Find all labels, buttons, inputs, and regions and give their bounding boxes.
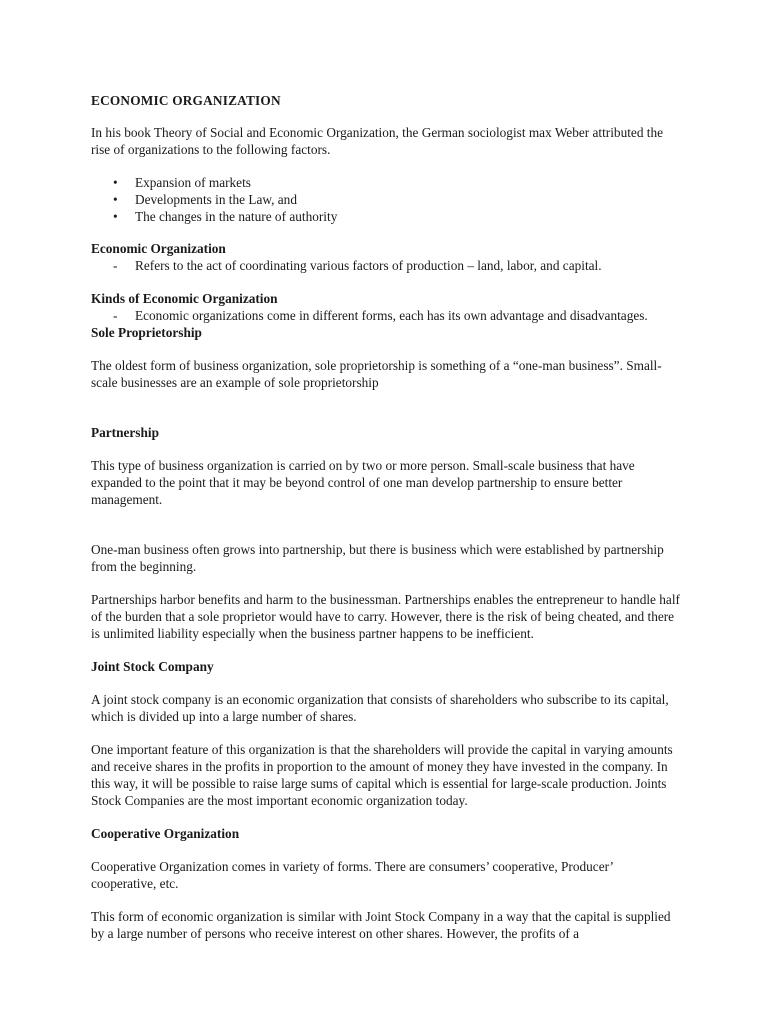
list-item	[91, 174, 681, 191]
definition-text: Refers to the act of coordinating various factors of production – land, labor, and capital.	[135, 258, 602, 273]
dash-icon: -	[113, 258, 118, 273]
partnership-paragraph-1: This type of business organization is carried on by two or more person. Small-scale business that have expanded to the point that it may be beyond control of one man develop partnership to ensure better management.	[91, 458, 635, 507]
economic-organization-heading: Economic Organization	[91, 241, 226, 256]
economic-organization-definition	[91, 257, 681, 274]
partnership-paragraph-2: One-man business often grows into partnership, but there is business which were established by partnership from the beginning.	[91, 542, 664, 574]
joint-stock-paragraph-1: A joint stock company is an economic organization that consists of shareholders who subscribe to its capital, which is divided up into a large number of shares.	[91, 692, 669, 724]
joint-stock-heading: Joint Stock Company	[91, 659, 214, 674]
intro-paragraph: In his book Theory of Social and Economic Organization, the German sociologist max Weber attributed the rise of organizations to the following factors.	[91, 125, 664, 157]
list-item-text: Developments in the Law, and	[135, 192, 297, 207]
joint-stock-paragraph-2: One important feature of this organization is that the shareholders will provide the capital in varying amounts and receive shares in the profits in proportion to the amount of money they have invested in the company. In this way, it will be possible to raise large sums of capital which is essential for large-scale production. Joints Stock Companies are the most important economic organization today.	[91, 742, 673, 808]
kinds-description	[91, 307, 681, 324]
partnership-paragraph-3: Partnerships harbor benefits and harm to the businessman. Partnerships enables the entrepreneur to handle half of the burden that a sole proprietor would have to carry. However, there is the risk of being cheated, and there is unlimited liability especially when the business partner happens to be inefficient.	[91, 592, 680, 641]
cooperative-heading: Cooperative Organization	[91, 826, 240, 841]
kinds-text: Economic organizations come in different forms, each has its own advantage and disadvantages.	[135, 308, 648, 323]
cooperative-paragraph-2: This form of economic organization is similar with Joint Stock Company in a way that the capital is supplied by a large number of persons who receive interest on other shares. However, the profits of a	[91, 909, 671, 941]
document-title: ECONOMIC ORGANIZATION	[91, 93, 281, 108]
sole-proprietorship-paragraph: The oldest form of business organization, sole proprietorship is something of a “one-man business”. Small-scale businesses are an example of sole proprietorship	[91, 358, 662, 390]
list-item-text: The changes in the nature of authority	[135, 209, 338, 224]
kinds-heading: Kinds of Economic Organization	[91, 291, 278, 306]
list-item	[91, 208, 681, 225]
list-item-text: Expansion of markets	[135, 175, 251, 190]
factors-list	[91, 174, 681, 225]
bullet-icon: •	[113, 192, 118, 207]
bullet-icon: •	[113, 175, 118, 190]
list-item	[91, 191, 681, 208]
cooperative-paragraph-1: Cooperative Organization comes in variety of forms. There are consumers’ cooperative, Producer’ cooperative, etc.	[91, 859, 613, 891]
sole-proprietorship-heading: Sole Proprietorship	[91, 325, 202, 340]
dash-icon: -	[113, 308, 118, 323]
document-page	[91, 92, 681, 942]
partnership-heading: Partnership	[91, 425, 159, 440]
bullet-icon: •	[113, 209, 118, 224]
